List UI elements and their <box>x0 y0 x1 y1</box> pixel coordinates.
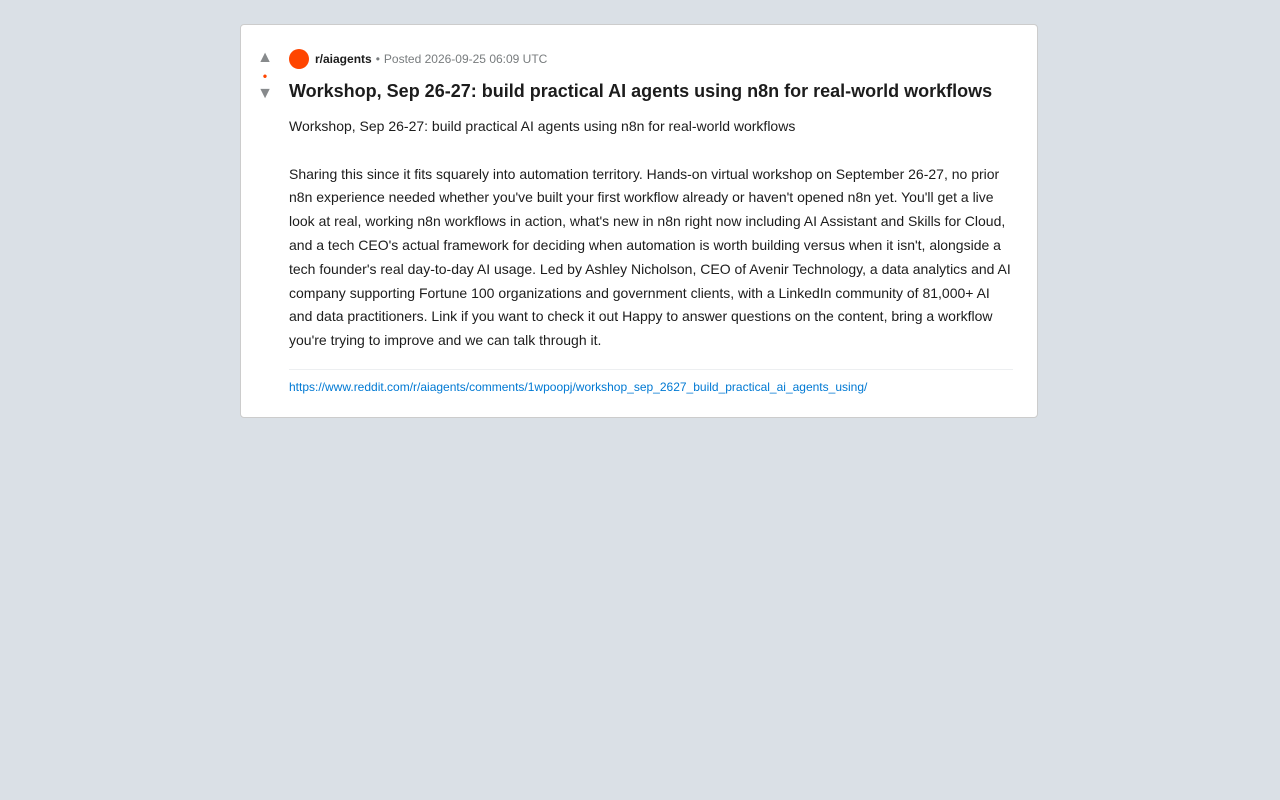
subreddit-avatar[interactable] <box>289 49 309 69</box>
post-meta <box>289 49 1013 69</box>
post-title[interactable]: Workshop, Sep 26-27: build practical AI agents using n8n for real-world workflows <box>289 81 993 101</box>
post-footer <box>289 369 1013 395</box>
body-paragraph: Workshop, Sep 26-27: build practical AI agents using n8n for real-world workflows <box>289 118 796 134</box>
downvote-icon[interactable]: ▼ <box>257 85 273 102</box>
vote-score: • <box>262 69 268 83</box>
post-content <box>289 49 1013 395</box>
meta-separator: • <box>375 52 380 66</box>
subreddit-name[interactable]: r/aiagents <box>315 52 372 66</box>
upvote-icon[interactable]: ▲ <box>257 49 273 66</box>
post-card <box>240 24 1038 418</box>
posted-timestamp: Posted 2026-09-25 06:09 UTC <box>383 52 548 66</box>
vote-column <box>241 49 289 395</box>
body-paragraph: Sharing this since it fits squarely into automation territory. Hands-on virtual workshop on September 26-27, no prior n8n experience needed whether you've built your first workflow already or haven't opened n8n yet. You'll get a live look at real, working n8n workflows in action, what's new in n8n right now including AI Assistant and Skills for Cloud, and a tech CEO's actual framework for deciding when automation is worth building versus when it isn't, alongside a tech founder's real day-to-day AI usage. Led by Ashley Nicholson, CEO of Avenir Technology, a data analytics and AI company supporting Fortune 100 organizations and government clients, with a LinkedIn community of 81,000+ AI and data practitioners. Link if you want to check it out Happy to answer questions on the content, bring a workflow you're trying to improve and we can talk through it. <box>289 165 1011 349</box>
post-body <box>289 115 1013 353</box>
post-permalink[interactable]: https://www.reddit.com/r/aiagents/comments/1wpoopj/workshop_sep_2627_build_practical_ai_agents_using/ <box>289 379 868 394</box>
